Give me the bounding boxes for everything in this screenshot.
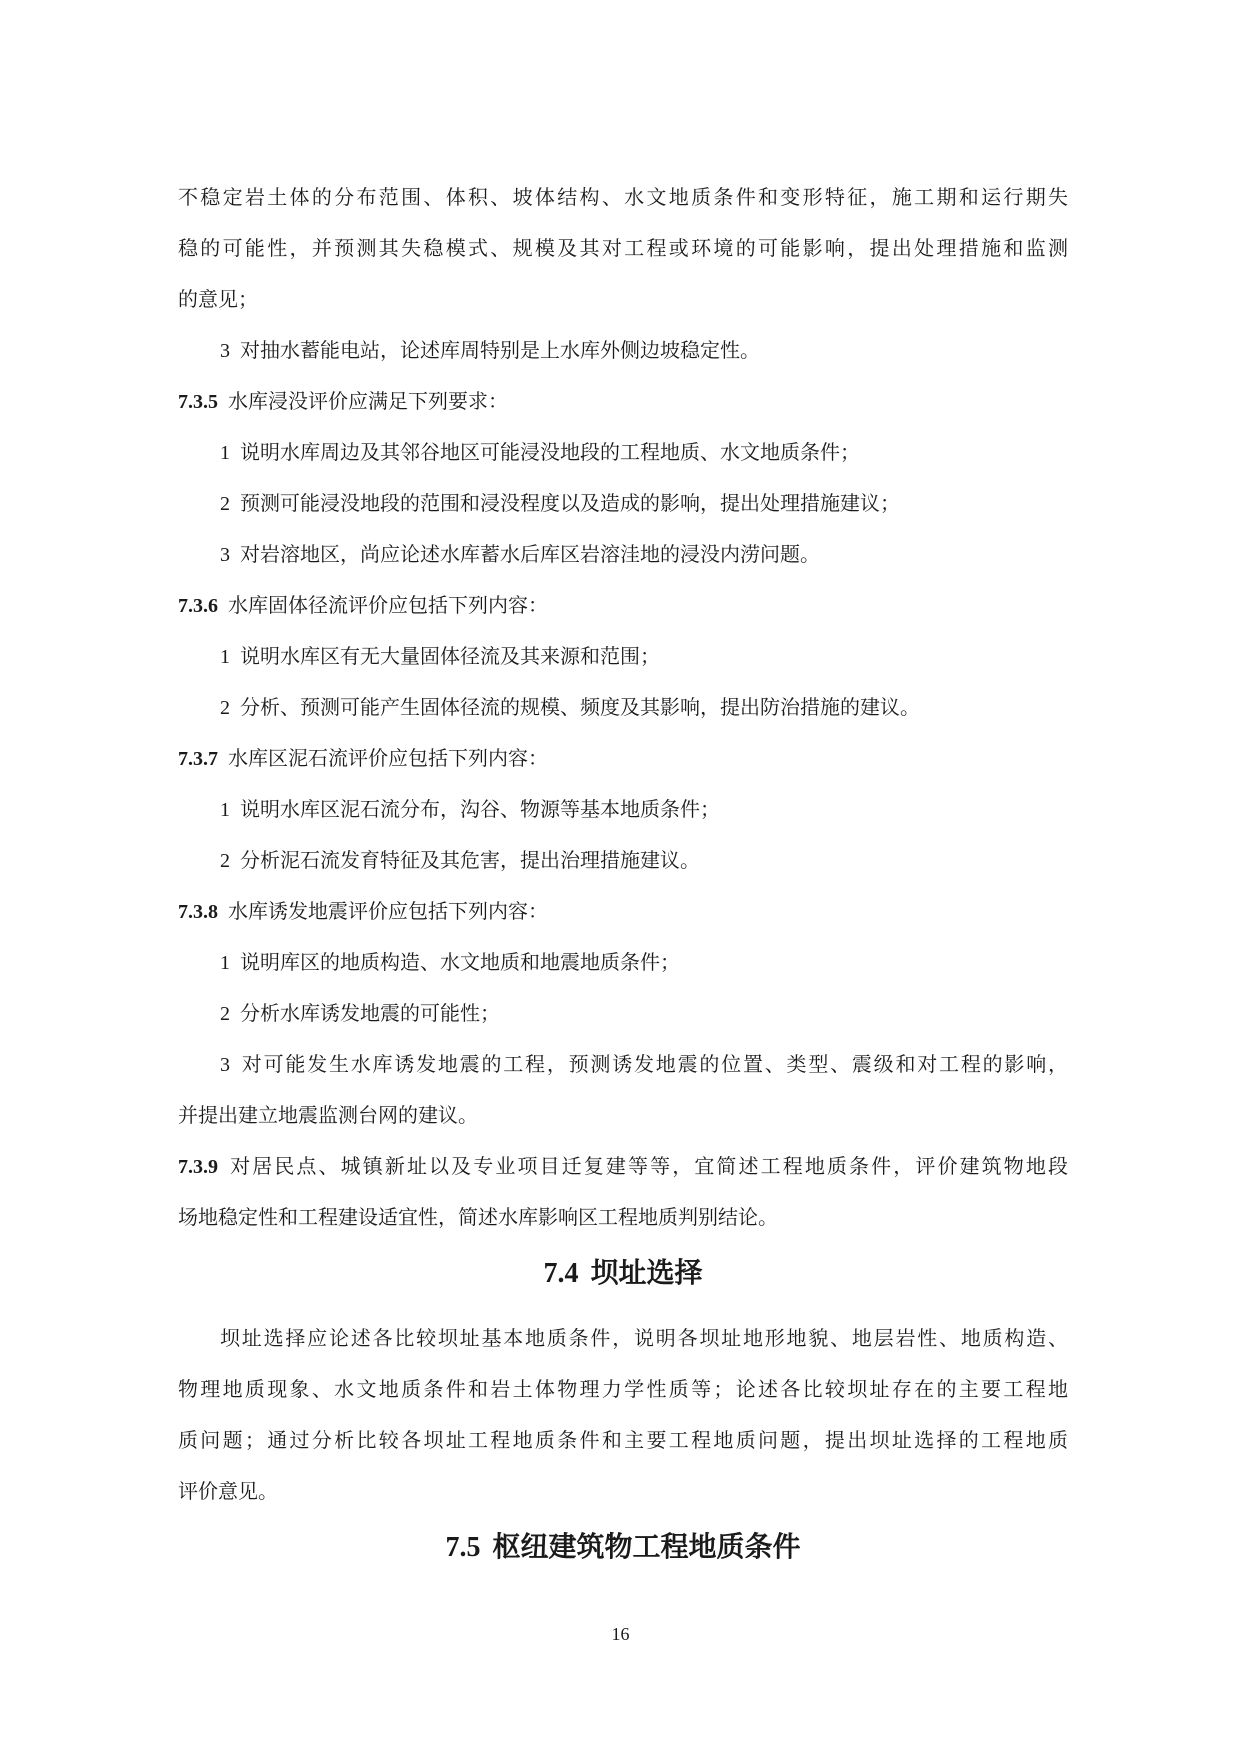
list-item	[178, 539, 1068, 569]
section-heading	[178, 1253, 1068, 1293]
list-item	[178, 1049, 1068, 1079]
clause-number: 7.3.6	[178, 595, 218, 617]
list-item	[178, 488, 1068, 518]
list-item	[178, 845, 1068, 875]
section-title-text: 坝址选择	[590, 1256, 703, 1289]
item-text: 分析水库诱发地震的可能性；	[240, 1001, 500, 1025]
paragraph-line: 评价意见。	[178, 1479, 278, 1503]
paragraph-line: 物理地质现象、水文地质条件和岩土体物理力学性质等；论述各比较坝址存在的主要工程地	[178, 1377, 1068, 1401]
clause-number: 7.3.9	[178, 1156, 218, 1178]
list-item	[178, 437, 1068, 467]
item-number: 2	[220, 1003, 230, 1025]
section-number: 7.4	[543, 1258, 579, 1289]
item-text: 说明库区的地质构造、水文地质和地震地质条件；	[240, 950, 680, 974]
item-number: 2	[220, 850, 230, 872]
paragraph-line: 坝址选择应论述各比较坝址基本地质条件，说明各坝址地形地貌、地层岩性、地质构造、	[220, 1326, 1068, 1350]
item-number: 2	[220, 493, 230, 515]
clause-number: 7.3.7	[178, 748, 218, 770]
paragraph-line: 并提出建立地震监测台网的建议。	[178, 1103, 478, 1127]
clause-number: 7.3.8	[178, 901, 218, 923]
list-item	[178, 641, 1068, 671]
clause-heading	[178, 743, 1068, 773]
item-text: 预测可能浸没地段的范围和浸没程度以及造成的影响，提出处理措施建议；	[240, 491, 900, 515]
paragraph-line: 的意见；	[178, 287, 258, 311]
list-item	[178, 794, 1068, 824]
paragraph-line: 不稳定岩土体的分布范围、体积、坡体结构、水文地质条件和变形特征，施工期和运行期失	[178, 185, 1068, 209]
clause-heading	[178, 386, 1068, 416]
item-text: 分析、预测可能产生固体径流的规模、频度及其影响，提出防治措施的建议。	[240, 695, 920, 719]
paragraph-line: 稳的可能性，并预测其失稳模式、规模及其对工程或环境的可能影响，提出处理措施和监测	[178, 236, 1068, 260]
list-item	[178, 998, 1068, 1028]
paragraph-line: 质问题；通过分析比较各坝址工程地质条件和主要工程地质问题，提出坝址选择的工程地质	[178, 1428, 1068, 1452]
clause-heading	[178, 896, 1068, 926]
item-text: 说明水库周边及其邻谷地区可能浸没地段的工程地质、水文地质条件；	[240, 440, 860, 464]
item-number: 3	[220, 340, 230, 362]
item-number: 1	[220, 952, 230, 974]
item-number: 2	[220, 697, 230, 719]
item-text: 对可能发生水库诱发地震的工程，预测诱发地震的位置、类型、震级和对工程的影响，	[240, 1052, 1068, 1076]
item-text: 分析泥石流发育特征及其危害，提出治理措施建议。	[240, 848, 700, 872]
page-number: 16	[611, 1624, 630, 1644]
item-text: 对岩溶地区，尚应论述水库蓄水后库区岩溶洼地的浸没内涝问题。	[240, 542, 820, 566]
clause-heading	[178, 1151, 1068, 1181]
list-item	[178, 947, 1068, 977]
list-item	[178, 692, 1068, 722]
page-content	[178, 182, 1068, 1597]
item-text: 说明水库区泥石流分布，沟谷、物源等基本地质条件；	[240, 797, 720, 821]
section-heading	[178, 1527, 1068, 1567]
clause-text: 水库诱发地震评价应包括下列内容：	[228, 899, 548, 923]
item-number: 1	[220, 442, 230, 464]
item-number: 1	[220, 646, 230, 668]
section-title-text: 枢纽建筑物工程地质条件	[492, 1530, 801, 1563]
clause-number: 7.3.5	[178, 391, 218, 413]
item-text: 对抽水蓄能电站，论述库周特别是上水库外侧边坡稳定性。	[240, 338, 760, 362]
clause-heading	[178, 590, 1068, 620]
clause-text: 对居民点、城镇新址以及专业项目迁复建等等，宜简述工程地质条件，评价建筑物地段	[228, 1154, 1068, 1178]
item-number: 1	[220, 799, 230, 821]
item-text: 说明水库区有无大量固体径流及其来源和范围；	[240, 644, 660, 668]
paragraph-line: 场地稳定性和工程建设适宜性，简述水库影响区工程地质判别结论。	[178, 1205, 778, 1229]
item-number: 3	[220, 1054, 230, 1076]
clause-text: 水库区泥石流评价应包括下列内容：	[228, 746, 548, 770]
section-number: 7.5	[445, 1532, 481, 1563]
clause-text: 水库固体径流评价应包括下列内容：	[228, 593, 548, 617]
item-number: 3	[220, 544, 230, 566]
clause-text: 水库浸没评价应满足下列要求：	[228, 389, 508, 413]
list-item	[178, 335, 1068, 365]
